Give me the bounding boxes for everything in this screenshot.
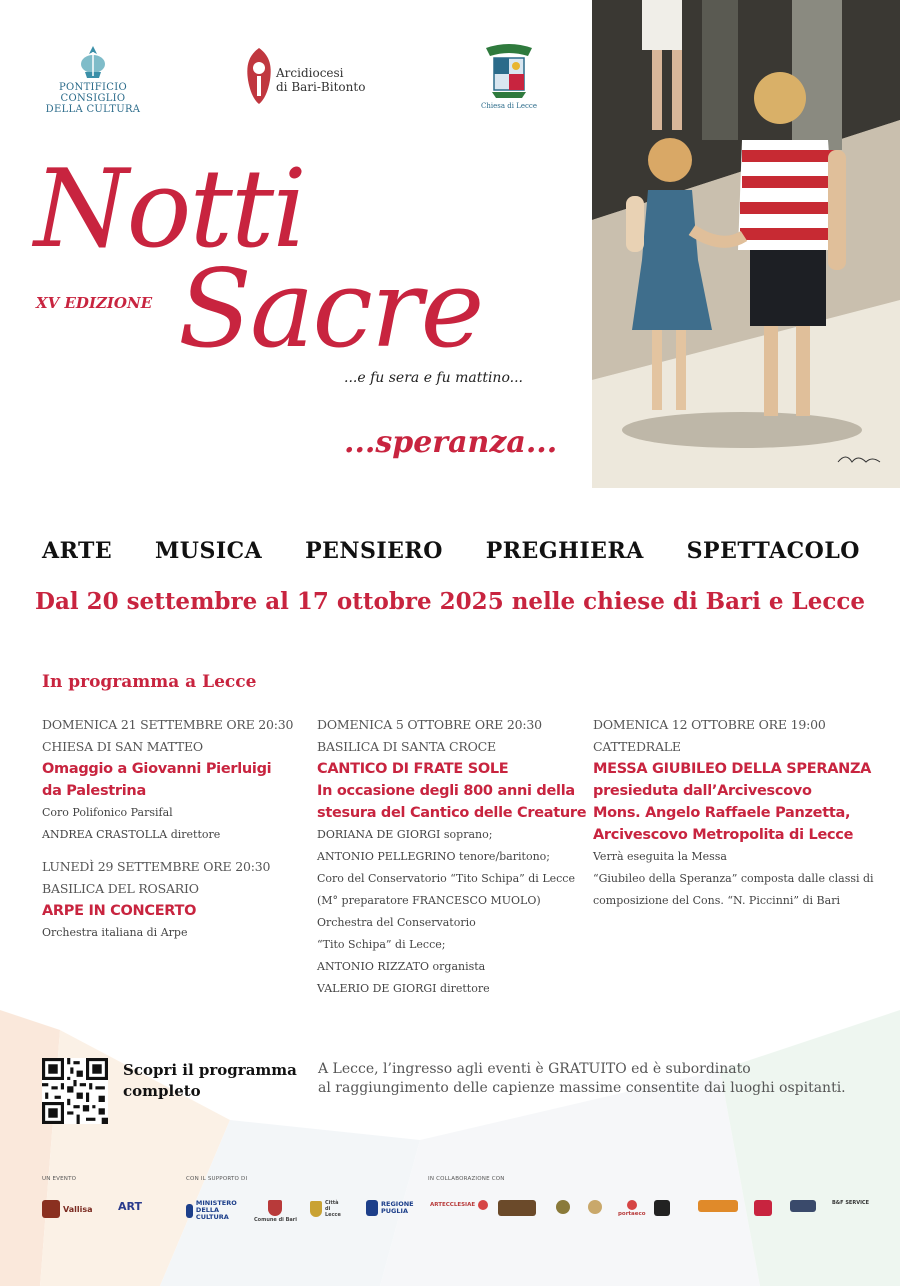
sponsor-citta-lecce — [310, 1200, 343, 1218]
event-performer: Coro del Conservatorio “Tito Schipa” di Lecce — [317, 872, 575, 885]
sponsor-logo-7 — [556, 1200, 570, 1214]
event-3 — [317, 714, 587, 1000]
sponsor-regione-puglia — [366, 1200, 413, 1216]
event-description: Verrà eseguita la Messa — [593, 850, 727, 863]
sponsor-ministero-label: MINISTERO DELLA CULTURA — [195, 1199, 237, 1221]
program-title: In programma a Lecce — [42, 672, 257, 692]
sponsor-art — [118, 1200, 142, 1213]
motto: ...e fu sera e fu mattino... — [344, 370, 523, 386]
sponsor-10-icon — [654, 1200, 670, 1216]
category-musica: MUSICA — [154, 538, 263, 564]
event-title: Mons. Angelo Raffaele Panzetta, — [593, 805, 851, 821]
event-title: da Palestrina — [42, 783, 146, 799]
event-2 — [42, 856, 304, 944]
sponsor-logo-11 — [698, 1200, 738, 1212]
program-column-1 — [42, 714, 304, 944]
lecce-label: Chiesa di Lecce — [481, 102, 537, 110]
event-title: CANTICO DI FRATE SOLE — [317, 761, 509, 777]
papal-emblem-icon — [73, 42, 113, 82]
category-preghiera: PREGHIERA — [485, 538, 644, 564]
category-pensiero: PENSIERO — [305, 538, 443, 564]
sponsor-logo-10 — [654, 1200, 670, 1216]
sponsor-comune-bari — [254, 1200, 297, 1223]
qr-caption-line1: Scopri il programma — [123, 1061, 297, 1079]
event-performer: DORIANA DE GIORGI soprano; — [317, 828, 493, 841]
sponsor-12-icon — [754, 1200, 772, 1216]
event-4 — [593, 714, 873, 912]
pontificio-line2: DELLA CULTURA — [45, 104, 141, 115]
painting-children-walking — [592, 0, 900, 488]
event-performer: (M° preparatore FRANCESCO MUOLO) — [317, 894, 541, 907]
category-arte: ARTE — [42, 538, 113, 564]
event-date: DOMENICA 12 OTTOBRE ORE 19:00 — [593, 717, 826, 732]
sponsor-label-collab: IN COLLABORAZIONE CON — [428, 1176, 505, 1182]
event-title: ARPE IN CONCERTO — [42, 903, 197, 919]
sponsor-art-label: ART — [118, 1200, 142, 1213]
arcidiocesi-line1: Arcidiocesi — [276, 66, 344, 80]
title-notti: Notti — [34, 147, 305, 272]
event-title: Omaggio a Giovanni Pierluigi — [42, 761, 272, 777]
pontificio-line1: PONTIFICIO CONSIGLIO — [59, 82, 127, 104]
event-title: MESSA GIUBILEO DELLA SPERANZA — [593, 761, 872, 777]
artecclesiae-icon — [478, 1200, 488, 1210]
event-performer: Orchestra italiana di Arpe — [42, 926, 188, 939]
sponsor-13-icon — [790, 1200, 816, 1212]
event-description: “Giubileo della Speranza” composta dalle classi di — [593, 872, 874, 885]
event-description: composizione del Cons. “N. Piccinni” di Bari — [593, 894, 840, 907]
lecce-city-icon — [310, 1201, 322, 1217]
sponsor-vallisa-label: Vallisa — [63, 1204, 93, 1214]
sponsor-logo-6 — [498, 1200, 536, 1216]
categories-row — [42, 538, 860, 564]
event-place: CHIESA DI SAN MATTEO — [42, 739, 203, 754]
event-place: BASILICA DI SANTA CROCE — [317, 739, 496, 754]
event-title: presieduta dall’Arcivescovo — [593, 783, 812, 799]
vallisa-logo-icon — [42, 1200, 60, 1218]
qr-caption-line2: completo — [123, 1082, 201, 1100]
event-performer: VALERIO DE GIORGI direttore — [317, 982, 490, 995]
sponsor-logo-12 — [754, 1200, 772, 1216]
event-title: In occasione degli 800 anni della — [317, 783, 575, 799]
sponsor-bari-label: Comune di Bari — [254, 1217, 297, 1223]
event-performer: ANTONIO RIZZATO organista — [317, 960, 486, 973]
sponsor-bf-service — [832, 1200, 869, 1206]
event-date: DOMENICA 5 OTTOBRE ORE 20:30 — [317, 717, 542, 732]
event-dates: Dal 20 settembre al 17 ottobre 2025 nelle chiese di Bari e Lecce — [35, 588, 865, 615]
logo-pontificio-consiglio — [28, 42, 158, 115]
speranza-subtitle: ...speranza... — [344, 425, 558, 460]
event-date: DOMENICA 21 SETTEMBRE ORE 20:30 — [42, 717, 294, 732]
sponsor-artecclesiae-label: ARTECCLESIAE — [430, 1202, 476, 1208]
qr-caption — [123, 1060, 303, 1102]
sponsor-logo-8 — [588, 1200, 602, 1214]
sponsor-vallisa — [42, 1200, 93, 1218]
sponsor-puglia-label: REGIONE PUGLIA — [381, 1200, 414, 1215]
sponsor-portaeco-label: portaeco — [618, 1211, 646, 1217]
program-column-3 — [593, 714, 873, 912]
sponsor-11-icon — [698, 1200, 738, 1212]
event-performer: ANTONIO PELLEGRINO tenore/baritono; — [317, 850, 550, 863]
bari-coat-of-arms-icon — [268, 1200, 282, 1216]
event-title: Arcivescovo Metropolita di Lecce — [593, 827, 854, 843]
sponsor-label-support: CON IL SUPPORTO DI — [186, 1176, 248, 1182]
event-1 — [42, 714, 304, 846]
sponsor-ministero — [186, 1200, 246, 1221]
event-performer: ANDREA CRASTOLLA direttore — [42, 828, 221, 841]
sponsor-8-icon — [588, 1200, 602, 1214]
entry-note-line1: A Lecce, l’ingresso agli eventi è GRATUITO ed è subordinato — [318, 1061, 751, 1077]
sponsor-artecclesiae — [430, 1200, 488, 1210]
puglia-logo-icon — [366, 1200, 378, 1216]
lecce-coat-of-arms-icon — [482, 42, 536, 102]
event-title: stesura del Cantico delle Creature — [317, 805, 587, 821]
event-performer: “Tito Schipa” di Lecce; — [317, 938, 446, 951]
arcidiocesi-emblem-icon — [244, 46, 274, 106]
event-date: LUNEDÌ 29 SETTEMBRE ORE 20:30 — [42, 859, 271, 874]
ministero-logo-icon — [186, 1204, 193, 1218]
category-spettacolo: SPETTACOLO — [686, 538, 860, 564]
sponsor-7-icon — [556, 1200, 570, 1214]
event-performer: Coro Polifonico Parsifal — [42, 806, 173, 819]
event-place: BASILICA DEL ROSARIO — [42, 881, 199, 896]
entry-note — [318, 1060, 878, 1098]
sponsor-6-icon — [498, 1200, 536, 1216]
logo-chiesa-di-lecce — [472, 42, 546, 110]
event-performer: Orchestra del Conservatorio — [317, 916, 476, 929]
sponsor-lecce-label: Città di Lecce — [325, 1200, 341, 1218]
entry-note-line2: al raggiungimento delle capienze massime consentite dai luoghi ospitanti. — [318, 1080, 846, 1096]
qr-code-icon[interactable] — [42, 1058, 108, 1124]
sponsor-logo-13 — [790, 1200, 816, 1212]
title-sacre: Sacre — [178, 247, 483, 372]
edition-label: XV EDIZIONE — [36, 294, 153, 312]
arcidiocesi-line2: di Bari-Bitonto — [276, 80, 366, 94]
program-column-2 — [317, 714, 587, 1000]
sponsor-label-event: UN EVENTO — [42, 1176, 77, 1182]
sponsor-bbf-label: B&F SERVICE — [832, 1200, 870, 1206]
portaeco-icon — [627, 1200, 637, 1210]
event-place: CATTEDRALE — [593, 739, 681, 754]
sponsor-portaeco — [618, 1200, 646, 1217]
